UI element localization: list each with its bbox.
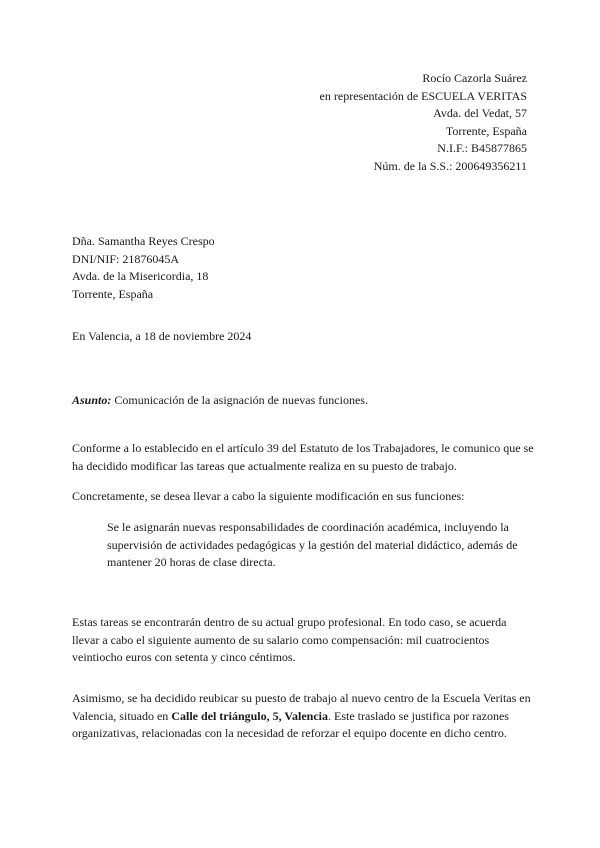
letter-date: En Valencia, a 18 de noviembre 2024 xyxy=(72,329,252,343)
paragraph-modification: Concretamente, se desea llevar a cabo la siguiente modificación en sus funciones: xyxy=(72,489,465,503)
relocation-text-end: . Este traslado se justifica por razones organizativas, relacionadas con la necesidad de reforzar el equipo docente en dicho centro. xyxy=(72,708,509,740)
recipient-address: Avda. de la Misericordia, 18 xyxy=(72,269,209,283)
paragraph-relocation xyxy=(72,690,534,743)
sender-nif: N.I.F.: B45877865 xyxy=(437,141,527,155)
subject-line xyxy=(72,392,368,410)
paragraph-salary: Estas tareas se encontrarán dentro de su actual grupo profesional. En todo caso, se acuerda llevar a cabo el siguiente aumento de su salario como compensación: mil cuatrocientos veintiocho euros con setenta y cinco céntimos. xyxy=(72,615,507,664)
subject-label: Asunto: xyxy=(72,393,112,407)
sender-block xyxy=(320,70,527,175)
sender-ss-number: Núm. de la S.S.: 200649356211 xyxy=(373,158,527,173)
modification-details: Se le asignarán nuevas responsabilidades de coordinación académica, incluyendo la supervisión de actividades pedagógicas y la gestión del material didáctico, además de mantener 20 horas de clase directa. xyxy=(107,520,518,569)
paragraph-intro: Conforme a lo establecido en el artículo 39 del Estatuto de los Trabajadores, le comunico que se ha decidido modificar las tareas que actualmente realiza en su puesto de trabajo. xyxy=(72,441,534,473)
sender-name: Rocío Cazorla Suárez xyxy=(422,71,527,85)
relocation-address: Calle del triángulo, 5, Valencia xyxy=(171,708,328,723)
recipient-name: Dña. Samantha Reyes Crespo xyxy=(72,234,215,248)
recipient-dni: DNI/NIF: 21876045A xyxy=(72,251,179,266)
sender-city: Torrente, España xyxy=(445,123,527,138)
recipient-block xyxy=(72,233,215,303)
relocation-text-start: Asimismo, se ha decidido reubicar su puesto de trabajo al nuevo centro de la Escuela Veritas en Valencia, situado en xyxy=(72,691,531,723)
sender-address: Avda. del Vedat, 57 xyxy=(433,106,527,120)
sender-representation: en representación de ESCUELA VERITAS xyxy=(319,88,527,103)
subject-text: Comunicación de la asignación de nuevas funciones. xyxy=(111,393,368,407)
recipient-city: Torrente, España xyxy=(72,286,154,301)
